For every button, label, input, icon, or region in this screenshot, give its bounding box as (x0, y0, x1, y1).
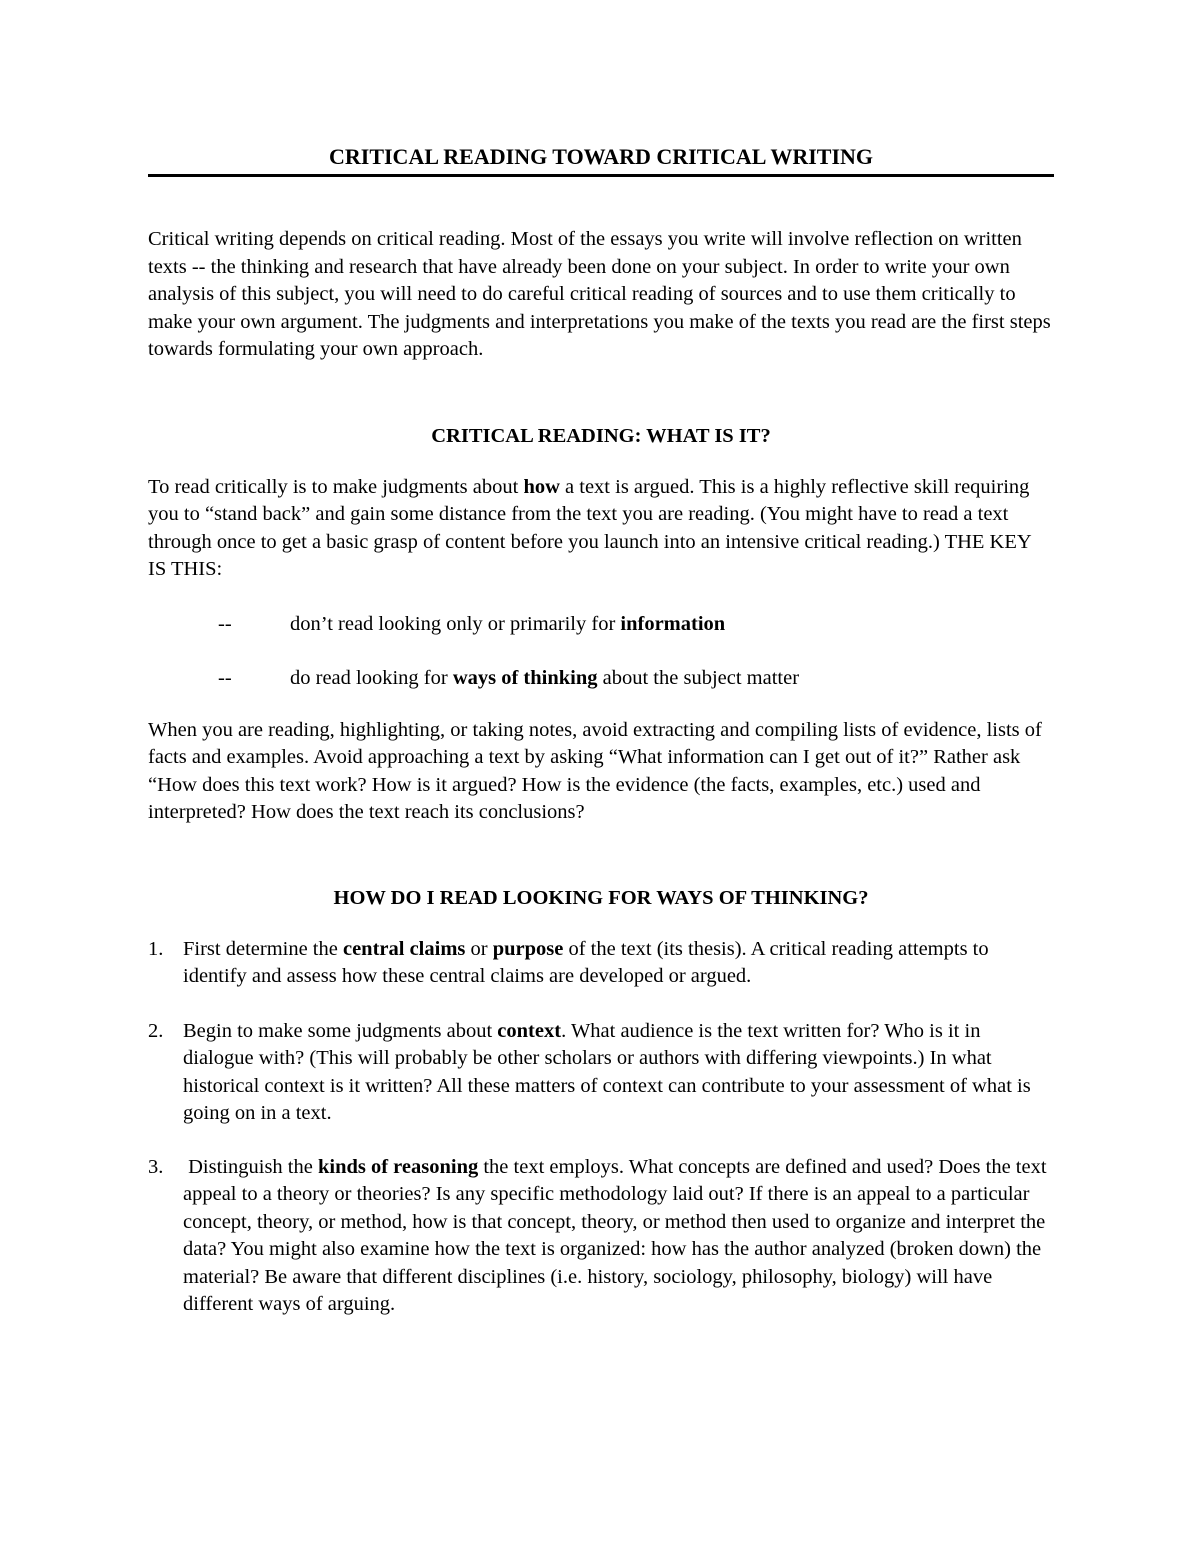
item-text (183, 1018, 1054, 1128)
text-run: or (465, 937, 493, 960)
text-run: of the text (its thesis). A critical reading attempts to identify and assess how these central claims are developed or argued. (183, 937, 989, 987)
text-run: . What audience is the text written for? Who is it in dialogue with? (This will probably be other scholars or authors with differing viewpoints.) In what historical context is it written? All these matters of context can contribute to your assessment of what is going on in a text. (183, 1019, 1031, 1124)
bold-text-run: central claims (342, 937, 466, 960)
bullet-dash: -- (218, 612, 232, 635)
document-page (148, 140, 1054, 1319)
numbered-item (148, 1154, 1054, 1319)
item-number: 1. (148, 937, 164, 960)
bullet-text (290, 611, 725, 639)
section1-paragraph-1 (148, 474, 1054, 584)
document-title: CRITICAL READING TOWARD CRITICAL WRITING (148, 140, 1054, 177)
bold-text-run: information (620, 612, 726, 635)
bullet-text (290, 665, 799, 693)
bullet-dash: -- (218, 667, 232, 689)
item-number: 3. (148, 1155, 164, 1178)
bullet-item (148, 611, 1054, 639)
bold-text-run: purpose (492, 937, 564, 960)
text-run: First determine the (183, 937, 343, 960)
text-run: about the subject matter (597, 667, 800, 689)
section-heading-how-do-i-read: HOW DO I READ LOOKING FOR WAYS OF THINKING? (333, 886, 869, 909)
text-run: do read looking for (290, 667, 453, 689)
item-text (183, 1154, 1054, 1319)
bold-text-run: how (523, 475, 560, 498)
text-run: a text is argued. This is a highly reflective skill requiring you to “stand back” and gain some distance from the text you are reading. (You might have to read a text through once to get a basic grasp of content before you launch into an intensive critical reading.) THE KEY IS THIS: (148, 475, 1031, 580)
text-run: Begin to make some judgments about (183, 1019, 498, 1042)
intro-paragraph: Critical writing depends on critical reading. Most of the essays you write will involve reflection on written texts -- the thinking and research that have already been done on your subject. In order to write your own analysis of this subject, you will need to do careful critical reading of sources and to use them critically to make your own argument. The judgments and interpretations you make of the texts you read are the first steps towards formulating your own approach. (148, 228, 1051, 360)
item-text (183, 936, 1054, 991)
section1-paragraph-2: When you are reading, highlighting, or taking notes, avoid extracting and compiling lists of evidence, lists of facts and examples. Avoid approaching a text by asking “What information can I get out of it?” Rather ask “How does this text work? How is it argued? How is the evidence (the facts, examples, etc.) used and interpreted? How does the text reach its conclusions? (148, 718, 1042, 823)
text-run: Distinguish the (183, 1155, 318, 1178)
section-heading-what-is-it: CRITICAL READING: WHAT IS IT? (431, 424, 771, 447)
item-number: 2. (148, 1019, 164, 1042)
text-run: To read critically is to make judgments about (148, 475, 524, 498)
bold-text-run: ways of thinking (452, 667, 598, 689)
numbered-item (148, 1018, 1054, 1128)
numbered-item (148, 936, 1054, 991)
bullet-item (148, 665, 1054, 693)
text-run: the text employs. What concepts are defined and used? Does the text appeal to a theory or theories? Is any specific methodology laid out? If there is an appeal to a particular concept, theory, or method, how is that concept, theory, or method then used to organize and interpret the data? You might also examine how the text is organized: how has the author analyzed (broken down) the material? Be aware that different disciplines (i.e. history, sociology, philosophy, biology) will have different ways of arguing. (183, 1155, 1047, 1315)
bold-text-run: context (497, 1019, 562, 1042)
bold-text-run: kinds of reasoning (317, 1155, 479, 1178)
text-run: don’t read looking only or primarily for (290, 612, 621, 635)
